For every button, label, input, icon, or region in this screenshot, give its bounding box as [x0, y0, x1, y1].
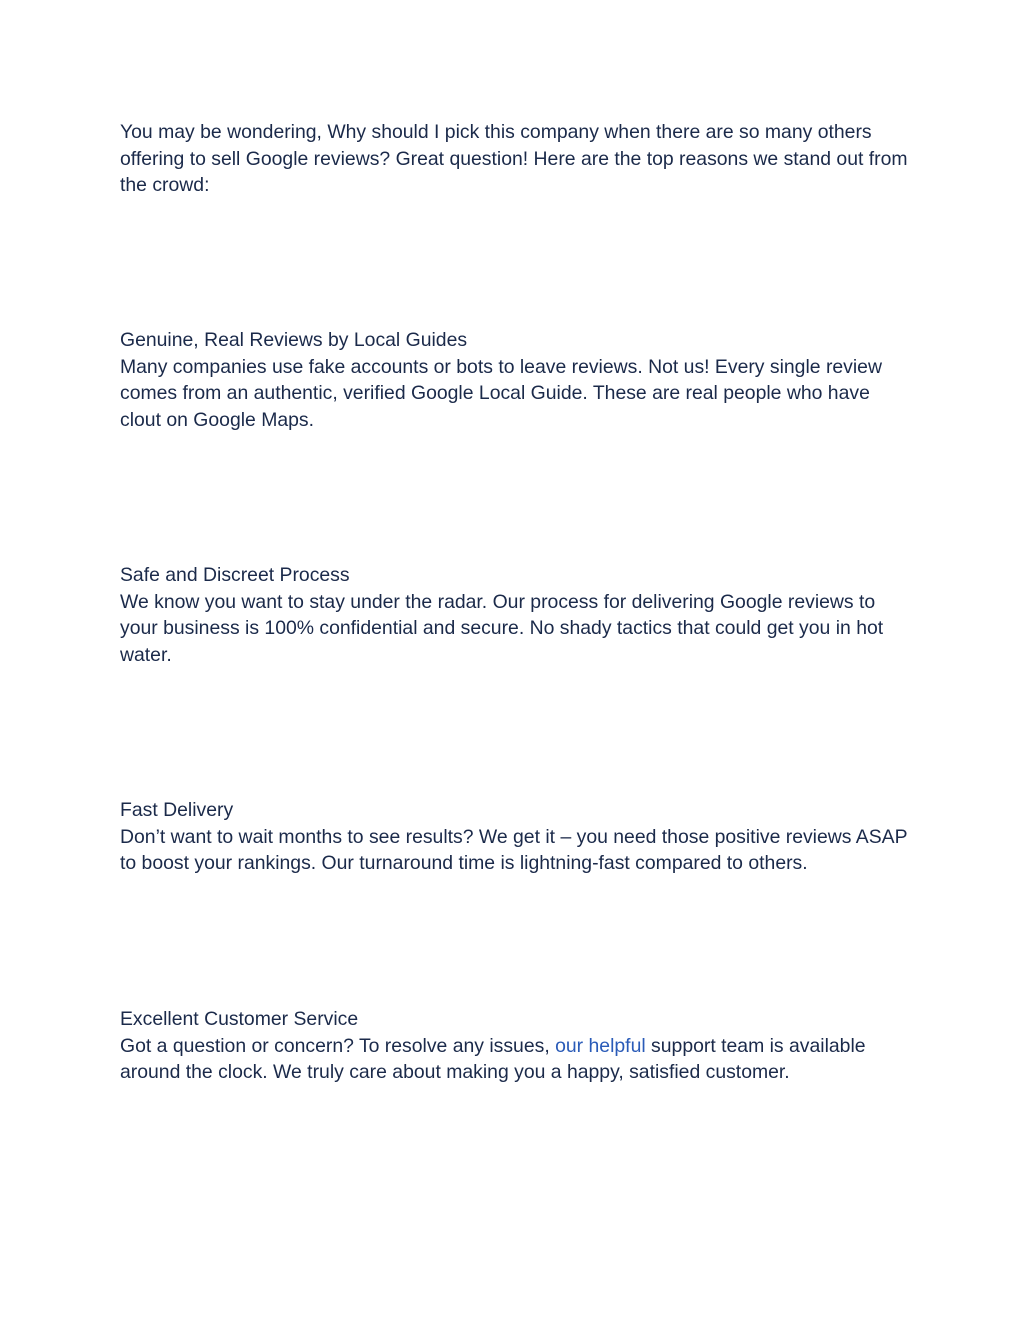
section-body-after-link: support team is available around the clock. We truly care about making you a happy, satisfied customer.	[120, 1034, 866, 1083]
intro-paragraph-block	[120, 119, 910, 199]
section-body	[120, 1033, 910, 1086]
section-genuine-reviews	[120, 327, 910, 433]
section-safe-discreet	[120, 562, 910, 668]
our-helpful-link[interactable]: our helpful	[555, 1034, 646, 1057]
section-body-before-link: Got a question or concern? To resolve any issues,	[120, 1034, 556, 1057]
section-heading: Genuine, Real Reviews by Local Guides	[120, 329, 468, 351]
intro-paragraph: You may be wondering, Why should I pick this company when there are so many others offering to sell Google reviews? Great question! Here are the top reasons we stand out from the crowd:	[120, 121, 908, 196]
section-body: Don’t want to wait months to see results? We get it – you need those positive reviews ASAP to boost your rankings. Our turnaround time is lightning-fast compared to others.	[120, 825, 908, 874]
section-body: Many companies use fake accounts or bots to leave reviews. Not us! Every single review comes from an authentic, verified Google Local Guide. These are real people who have clout on Google Maps.	[120, 355, 882, 431]
section-fast-delivery	[120, 797, 910, 877]
section-heading: Fast Delivery	[120, 799, 234, 821]
section-customer-service	[120, 1006, 910, 1086]
section-heading: Safe and Discreet Process	[120, 564, 350, 586]
section-heading: Excellent Customer Service	[120, 1008, 359, 1030]
section-body: We know you want to stay under the radar. Our process for delivering Google reviews to your business is 100% confidential and secure. No shady tactics that could get you in hot water.	[120, 590, 884, 666]
